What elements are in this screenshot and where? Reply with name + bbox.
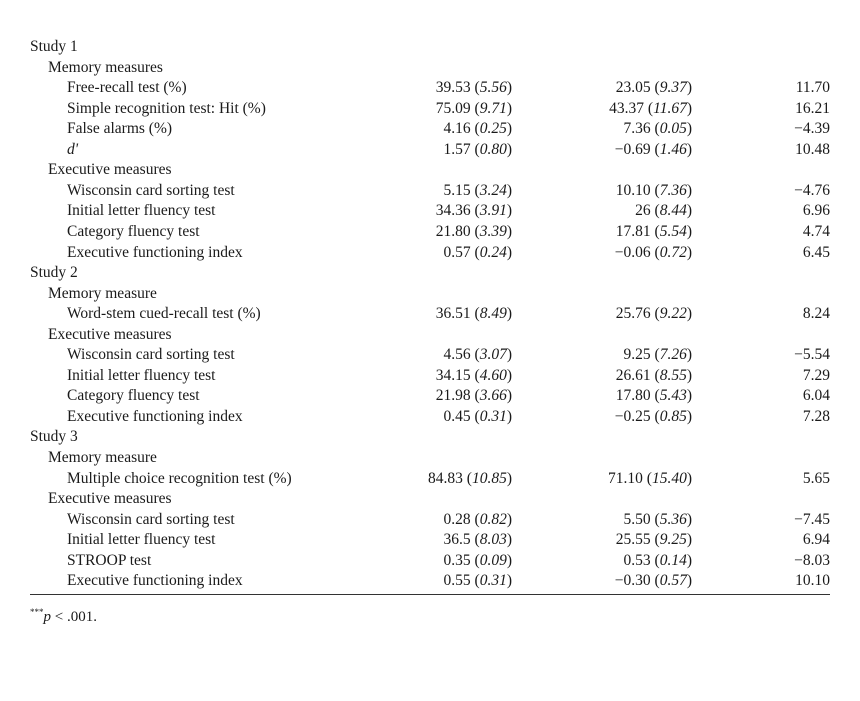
group1-sd: 8.49 bbox=[479, 305, 507, 323]
group1-cell: 34.36 (3.91) bbox=[435, 202, 512, 220]
group1-cell: 0.28 (0.82) bbox=[443, 510, 512, 528]
table-row bbox=[0, 366, 860, 386]
table-row bbox=[0, 571, 860, 591]
group2-cell: 25.76 (9.22) bbox=[615, 305, 692, 323]
group1-sd: 0.09 bbox=[479, 551, 507, 569]
measure-label: False alarms (%) bbox=[67, 120, 173, 138]
table-row bbox=[0, 222, 860, 242]
group1-cell: 84.83 (10.85) bbox=[428, 469, 512, 487]
table-row bbox=[0, 551, 860, 571]
subsection-heading-row bbox=[0, 489, 860, 509]
group1-mean: 5.15 bbox=[443, 181, 471, 199]
group2-mean: 26 bbox=[635, 202, 651, 220]
group2-sd: 7.36 bbox=[659, 181, 687, 199]
group2-mean: −0.25 bbox=[614, 407, 651, 425]
section-heading: Study 2 bbox=[30, 264, 78, 282]
group2-mean: 43.37 bbox=[609, 99, 645, 117]
test-statistic: 7.29 bbox=[802, 366, 830, 384]
group1-sd: 0.31 bbox=[479, 572, 507, 590]
measure-label: Initial letter fluency test bbox=[67, 531, 216, 549]
measure-label: STROOP test bbox=[67, 551, 152, 569]
test-statistic: −8.03 bbox=[794, 551, 830, 569]
group2-cell: 17.81 (5.54) bbox=[615, 222, 692, 240]
group2-cell: 10.10 (7.36) bbox=[615, 181, 692, 199]
group2-cell: 26.61 (8.55) bbox=[615, 366, 692, 384]
group2-cell: −0.06 (0.72) bbox=[614, 243, 692, 261]
table-row bbox=[0, 407, 860, 427]
group2-sd: 8.55 bbox=[659, 366, 687, 384]
group2-sd: 8.44 bbox=[659, 202, 687, 220]
test-statistic: −5.54 bbox=[794, 346, 830, 364]
group2-cell: 43.37 (11.67) bbox=[609, 99, 692, 117]
group1-mean: 34.36 bbox=[435, 202, 471, 220]
test-statistic: 6.94 bbox=[802, 531, 830, 549]
group1-cell: 21.80 (3.39) bbox=[435, 222, 512, 240]
group2-sd: 7.26 bbox=[659, 346, 687, 364]
group1-mean: 75.09 bbox=[435, 99, 471, 117]
footnote-stars: *** bbox=[30, 607, 44, 617]
section-heading-row bbox=[0, 37, 860, 57]
group2-sd: 15.40 bbox=[651, 469, 687, 487]
group1-mean: 0.28 bbox=[443, 510, 471, 528]
table-row bbox=[0, 140, 860, 160]
group1-sd: 0.82 bbox=[479, 510, 507, 528]
group1-sd: 3.39 bbox=[479, 222, 507, 240]
group2-mean: 0.53 bbox=[623, 551, 651, 569]
measure-label: Wisconsin card sorting test bbox=[67, 181, 235, 199]
group2-sd: 9.22 bbox=[659, 305, 687, 323]
group1-mean: 84.83 bbox=[428, 469, 463, 487]
subsection-heading-row bbox=[0, 160, 860, 180]
group1-cell: 36.51 (8.49) bbox=[435, 305, 512, 323]
table-row bbox=[0, 201, 860, 221]
group1-mean: 39.53 bbox=[435, 79, 471, 97]
table-row bbox=[0, 243, 860, 263]
group1-cell: 75.09 (9.71) bbox=[435, 99, 512, 117]
group2-cell: 9.25 (7.26) bbox=[623, 346, 692, 364]
measure-label: Category fluency test bbox=[67, 222, 200, 240]
group2-sd: 0.14 bbox=[659, 551, 687, 569]
table-bottom-rule bbox=[30, 594, 830, 595]
group2-mean: −0.69 bbox=[614, 140, 651, 158]
table-row bbox=[0, 181, 860, 201]
table-footnote bbox=[30, 602, 97, 627]
group1-mean: 4.16 bbox=[443, 120, 471, 138]
group1-sd: 9.71 bbox=[479, 99, 507, 117]
group2-mean: −0.30 bbox=[614, 572, 651, 590]
group2-cell: −0.69 (1.46) bbox=[614, 140, 692, 158]
group2-cell: 25.55 (9.25) bbox=[615, 531, 692, 549]
group2-cell: 71.10 (15.40) bbox=[608, 469, 692, 487]
group1-mean: 0.57 bbox=[443, 243, 471, 261]
group1-sd: 3.07 bbox=[479, 346, 507, 364]
group2-cell: 26 (8.44) bbox=[635, 202, 692, 220]
group1-mean: 21.98 bbox=[435, 387, 471, 405]
test-statistic: 11.70 bbox=[795, 79, 830, 97]
test-statistic: 7.28 bbox=[802, 407, 830, 425]
table-row bbox=[0, 386, 860, 406]
table-row bbox=[0, 530, 860, 550]
measure-label: Executive functioning index bbox=[67, 572, 243, 590]
group1-sd: 3.24 bbox=[479, 181, 507, 199]
group2-mean: 17.81 bbox=[615, 222, 651, 240]
subsection-heading: Memory measure bbox=[48, 449, 157, 466]
group2-mean: 25.76 bbox=[615, 305, 651, 323]
group2-mean: 23.05 bbox=[615, 79, 651, 97]
group2-mean: −0.06 bbox=[614, 243, 651, 261]
group2-sd: 0.85 bbox=[659, 407, 687, 425]
group2-mean: 7.36 bbox=[623, 120, 651, 138]
test-statistic: 10.48 bbox=[795, 140, 830, 158]
section-heading-row bbox=[0, 427, 860, 447]
group1-mean: 36.5 bbox=[443, 531, 471, 549]
subsection-heading: Executive measures bbox=[48, 325, 172, 343]
group2-cell: 7.36 (0.05) bbox=[623, 120, 692, 138]
group1-cell: 0.55 (0.31) bbox=[443, 572, 512, 590]
group1-cell: 0.45 (0.31) bbox=[443, 407, 512, 425]
measure-label: d' bbox=[67, 140, 79, 158]
measure-label: Simple recognition test: Hit (%) bbox=[67, 99, 266, 117]
group2-cell: −0.30 (0.57) bbox=[614, 572, 692, 590]
section-heading: Study 3 bbox=[30, 428, 78, 446]
measure-label: Executive functioning index bbox=[67, 243, 243, 261]
group2-mean: 17.80 bbox=[615, 387, 651, 405]
subsection-heading-row bbox=[0, 58, 860, 78]
measure-label: Wisconsin card sorting test bbox=[67, 346, 235, 364]
group1-sd: 0.24 bbox=[479, 243, 507, 261]
group2-sd: 9.25 bbox=[659, 531, 687, 549]
group1-cell: 21.98 (3.66) bbox=[435, 387, 512, 405]
test-statistic: 6.45 bbox=[802, 243, 830, 261]
group2-mean: 71.10 bbox=[608, 469, 643, 487]
table-row bbox=[0, 345, 860, 365]
subsection-heading: Memory measures bbox=[48, 58, 163, 76]
group2-cell: 17.80 (5.43) bbox=[615, 387, 692, 405]
group2-sd: 5.43 bbox=[659, 387, 687, 405]
measure-label: Category fluency test bbox=[67, 387, 200, 405]
group1-cell: 0.35 (0.09) bbox=[443, 551, 512, 569]
group1-mean: 0.55 bbox=[443, 572, 471, 590]
group2-mean: 25.55 bbox=[615, 531, 651, 549]
test-statistic: −4.39 bbox=[794, 120, 830, 138]
group2-mean: 9.25 bbox=[623, 346, 651, 364]
group2-cell: 0.53 (0.14) bbox=[623, 551, 692, 569]
measure-label: Word-stem cued-recall test (%) bbox=[67, 305, 261, 323]
subsection-heading: Executive measures bbox=[48, 490, 172, 508]
table-row bbox=[0, 119, 860, 139]
group2-sd: 11.67 bbox=[653, 99, 687, 117]
section-heading-row bbox=[0, 263, 860, 283]
group1-cell: 4.16 (0.25) bbox=[443, 120, 512, 138]
test-statistic: 6.04 bbox=[802, 387, 830, 405]
group2-mean: 5.50 bbox=[623, 510, 651, 528]
group2-cell: −0.25 (0.85) bbox=[614, 407, 692, 425]
group2-sd: 5.54 bbox=[659, 222, 687, 240]
group1-sd: 0.31 bbox=[479, 407, 507, 425]
test-statistic: 4.74 bbox=[802, 222, 830, 240]
subsection-heading: Executive measures bbox=[48, 161, 172, 179]
measure-label: Initial letter fluency test bbox=[67, 202, 216, 220]
group1-sd: 4.60 bbox=[479, 366, 507, 384]
measure-label: Initial letter fluency test bbox=[67, 366, 216, 384]
table-row bbox=[0, 510, 860, 530]
group2-sd: 5.36 bbox=[659, 510, 687, 528]
group1-sd: 0.80 bbox=[479, 140, 507, 158]
group1-mean: 1.57 bbox=[443, 140, 471, 158]
group2-mean: 26.61 bbox=[615, 366, 651, 384]
group1-mean: 0.35 bbox=[443, 551, 471, 569]
footnote-p-symbol: p bbox=[43, 609, 51, 625]
group1-cell: 39.53 (5.56) bbox=[435, 79, 512, 97]
group1-cell: 1.57 (0.80) bbox=[443, 140, 512, 158]
subsection-heading-row bbox=[0, 284, 860, 304]
test-statistic: 10.10 bbox=[795, 572, 830, 590]
measure-label: Executive functioning index bbox=[67, 407, 243, 425]
group1-cell: 4.56 (3.07) bbox=[443, 346, 512, 364]
table-row bbox=[0, 78, 860, 98]
group1-mean: 36.51 bbox=[435, 305, 471, 323]
group1-sd: 3.66 bbox=[479, 387, 507, 405]
group1-mean: 0.45 bbox=[443, 407, 471, 425]
group1-cell: 0.57 (0.24) bbox=[443, 243, 512, 261]
group1-sd: 3.91 bbox=[479, 202, 507, 220]
table-row bbox=[0, 99, 860, 119]
section-heading: Study 1 bbox=[30, 38, 78, 55]
table-row bbox=[0, 304, 860, 324]
test-statistic: 5.65 bbox=[802, 469, 830, 487]
group1-sd: 10.85 bbox=[471, 469, 507, 487]
group1-sd: 5.56 bbox=[479, 79, 507, 97]
group1-sd: 8.03 bbox=[479, 531, 507, 549]
group2-sd: 9.37 bbox=[659, 79, 687, 97]
subsection-heading-row bbox=[0, 325, 860, 345]
group1-mean: 21.80 bbox=[435, 222, 471, 240]
test-statistic: −7.45 bbox=[794, 510, 830, 528]
group1-mean: 4.56 bbox=[443, 346, 471, 364]
table-row bbox=[0, 469, 860, 489]
test-statistic: 8.24 bbox=[802, 305, 830, 323]
measure-label: Free-recall test (%) bbox=[67, 79, 187, 97]
test-statistic: 6.96 bbox=[802, 202, 830, 220]
test-statistic: 16.21 bbox=[795, 99, 830, 117]
subsection-heading-row bbox=[0, 448, 860, 468]
group1-cell: 36.5 (8.03) bbox=[443, 531, 512, 549]
group2-cell: 5.50 (5.36) bbox=[623, 510, 692, 528]
measure-label: Multiple choice recognition test (%) bbox=[67, 469, 292, 487]
subsection-heading: Memory measure bbox=[48, 284, 157, 302]
group1-cell: 34.15 (4.60) bbox=[435, 366, 512, 384]
group2-sd: 0.72 bbox=[659, 243, 687, 261]
measure-label: Wisconsin card sorting test bbox=[67, 510, 235, 528]
group2-sd: 1.46 bbox=[659, 140, 687, 158]
test-statistic: −4.76 bbox=[794, 181, 830, 199]
group2-sd: 0.05 bbox=[659, 120, 687, 138]
group2-sd: 0.57 bbox=[659, 572, 687, 590]
group2-cell: 23.05 (9.37) bbox=[615, 79, 692, 97]
group1-sd: 0.25 bbox=[479, 120, 507, 138]
group1-mean: 34.15 bbox=[435, 366, 471, 384]
footnote-text: < .001. bbox=[51, 609, 97, 625]
group2-mean: 10.10 bbox=[615, 181, 651, 199]
group1-cell: 5.15 (3.24) bbox=[443, 181, 512, 199]
